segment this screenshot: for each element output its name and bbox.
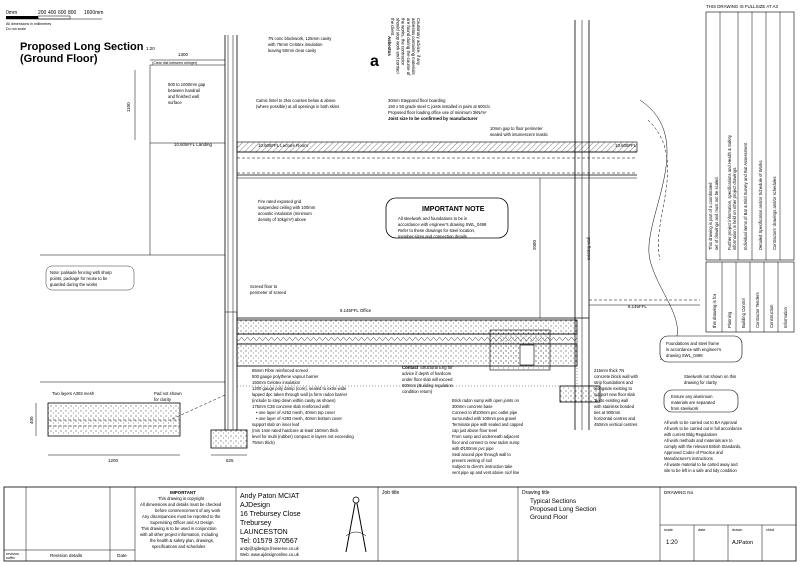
company-tel: Tel: 01579 370567 bbox=[240, 538, 298, 545]
level-right: 10.605FFL bbox=[615, 143, 637, 148]
construction-note bbox=[252, 368, 354, 445]
contact-bold: Contact bbox=[402, 365, 419, 370]
note-handrail-1: between handrail bbox=[168, 88, 200, 93]
foundations-line: drawing SWL_0498 bbox=[666, 353, 703, 358]
aluminium-box bbox=[664, 390, 738, 412]
note-handrail-3: surface bbox=[168, 100, 182, 105]
scale-note: All dimensions in millimetres bbox=[6, 22, 52, 26]
contact-line: 600mm (Building regulation bbox=[402, 383, 453, 388]
level-ground: 8.145FFL Office bbox=[340, 308, 372, 313]
note-fencing-2: guarded during the works bbox=[50, 282, 98, 287]
sump-line: cap just above floor level bbox=[452, 428, 498, 433]
approval-line: All work to be carried out to BA Approval bbox=[664, 420, 738, 425]
engineers-line: strip foundations and bbox=[594, 380, 633, 385]
dim-value: 1300 bbox=[178, 52, 189, 57]
asbestos-bold: Asbestos bbox=[387, 36, 392, 56]
right-legend-panel bbox=[706, 12, 794, 260]
job-title-label: Job title bbox=[382, 490, 400, 496]
sump-line: Subject to client's instruction take bbox=[452, 464, 513, 469]
legend-line: information is held on other project drawings. bbox=[732, 166, 737, 250]
important-line: This drawing is to be used in conjunction bbox=[141, 526, 217, 531]
section-letter: a bbox=[370, 53, 379, 70]
engineers-line: concrete block wall with bbox=[594, 374, 638, 379]
foundations-box bbox=[660, 336, 742, 362]
drawing-title-label: Drawing title bbox=[522, 490, 550, 496]
legend-line: Individual items of Bat & Bird Survey and Bat Assessment bbox=[743, 142, 748, 250]
construction-line: 1200 gauge poly damp (cure), sealed to extra wide bbox=[252, 386, 347, 391]
legend-line: This drawing is part of a coordinated bbox=[708, 182, 713, 250]
engineers-note bbox=[594, 368, 639, 427]
important-line: All dimensions and details must be checked bbox=[140, 502, 222, 507]
dim-value: 1100 bbox=[126, 102, 131, 112]
scale-tick: 200 bbox=[38, 10, 47, 16]
important-line: the health & safety plan, drawings, bbox=[150, 538, 215, 543]
note-lintel-0: Catnic lintel to 2No courses below & above bbox=[256, 98, 336, 103]
rev-header: Revision details bbox=[50, 553, 83, 558]
work-approval-note bbox=[664, 420, 743, 473]
note-pad-0: Pad not shown bbox=[154, 391, 182, 396]
legend-line: Detailed Specification and/or Schedule of Works bbox=[758, 160, 763, 250]
purpose-row: Construction bbox=[769, 304, 774, 328]
foundations-line: in accordance with engineer's bbox=[666, 347, 722, 352]
aluminium-line: Ensure any aluminium bbox=[671, 394, 713, 399]
note-brickwork-0: 7N conc blockwork, 125mm cavity bbox=[268, 36, 332, 41]
note-ceiling-3: density of 10kg/m³) above bbox=[258, 217, 307, 222]
construction-line: 175mm C35 concrete slab reinforced with: bbox=[252, 404, 331, 409]
note-screed-0: Screed floor to bbox=[250, 284, 278, 289]
engineers-line: ties at 900mm bbox=[594, 410, 621, 415]
important-line: specifications and schedules bbox=[152, 544, 206, 549]
important-line: before commencement of any work bbox=[155, 508, 221, 513]
important-line: with all other project information, including bbox=[140, 532, 218, 537]
note-handrail-2: and finished wall bbox=[168, 94, 199, 99]
contact-line: under floor slab will exceed bbox=[402, 377, 453, 382]
date-label: date bbox=[698, 528, 706, 532]
important-note-box bbox=[386, 198, 508, 239]
construction-line: 500 gauge polythene vapour barrier bbox=[252, 374, 319, 379]
note-lintel-1: (where possible) at all openings in both skins bbox=[256, 104, 340, 109]
company-firm: AJDesign bbox=[240, 502, 270, 509]
sump-line: From sump and underneath adjacent bbox=[452, 434, 520, 439]
approval-line: Approved Codes of Practice and bbox=[664, 450, 723, 455]
construction-line: (include to step down within cavity as shown) bbox=[252, 398, 336, 403]
construction-line: lapped dpc taken through wall (a form radon barrier bbox=[252, 392, 348, 397]
note-brickwork-1: with 75mm Celotex insulation bbox=[268, 42, 323, 47]
note-joists-1: 150 x 50 grade steel C joists installed in pairs at 600c/c bbox=[388, 104, 491, 109]
construction-line: 65mm Fibre reinforced screed bbox=[252, 368, 308, 373]
drawing-title-line: Proposed Long Section bbox=[530, 506, 597, 513]
engineers-line: 215mm thick 7N bbox=[594, 368, 625, 373]
drawing-purpose-table bbox=[706, 262, 794, 332]
note-joists-bold: Joist size to be confirmed by manufacturer bbox=[388, 116, 478, 121]
sump-line: Brick radon sump with open joints on bbox=[452, 398, 519, 403]
company-addr: 16 Trebursey Close bbox=[240, 511, 301, 518]
note-brickwork-2: leaving 50mm clear cavity bbox=[268, 48, 317, 53]
sump-line: Seal around pipe through wall to bbox=[452, 452, 511, 457]
contact-note bbox=[402, 365, 454, 394]
important-line: This drawing is copyright bbox=[158, 496, 205, 501]
purpose-row: Contractor Tenders bbox=[755, 292, 760, 328]
rev-header: suffix bbox=[6, 556, 15, 560]
scale-note: Do not scale bbox=[6, 27, 26, 31]
aluminium-line: from steelwork bbox=[671, 406, 699, 411]
aluminium-line: materials are separated bbox=[671, 400, 715, 405]
construction-line: • one layer of A393 mesh, 40mm bottom cover bbox=[256, 416, 342, 421]
sump-line: Terminate pipe with sealed and capped bbox=[452, 422, 524, 427]
heading-scale: 1:20 bbox=[146, 46, 155, 51]
sump-line: with Ø100mm pvc pipe bbox=[452, 446, 494, 451]
drawing-title-line: Ground Floor bbox=[530, 514, 568, 521]
steelwork-line: drawing for clarity bbox=[684, 380, 717, 385]
approval-line: comply with the relevant British Standards, bbox=[664, 444, 742, 449]
important-note-line: All steelwork and foundations to be in bbox=[398, 216, 468, 221]
drawing-heading: Proposed Long Section bbox=[20, 41, 144, 53]
company-town: LAUNCESTON bbox=[240, 529, 288, 536]
scale-label: scale bbox=[664, 528, 673, 532]
sump-line: Connect to Ø100mm pvc outlet pipe bbox=[452, 410, 518, 415]
note-screed-1: perimeter of screed bbox=[250, 290, 287, 295]
engineers-line: alongside existing to bbox=[594, 386, 632, 391]
sump-note bbox=[452, 398, 524, 475]
company-email: andy@ajdesign.freeserve.co.uk bbox=[240, 546, 299, 551]
drawing-subheading: (Ground Floor) bbox=[20, 53, 98, 65]
company-name: Andy Paton MCIAT bbox=[240, 493, 300, 500]
drawn-value: AJPaton bbox=[732, 540, 754, 546]
dim-value: 625 bbox=[226, 458, 234, 463]
engineers-line: with stainless bonded bbox=[594, 404, 635, 409]
level-landing: 10.605FFL Landing bbox=[174, 142, 212, 147]
scale-bar bbox=[6, 10, 103, 31]
note-handrail-0: 900 to 1000mm gap bbox=[168, 82, 206, 87]
company-web: Web: www.ajdesignonline.co.uk bbox=[240, 552, 299, 557]
title-block bbox=[4, 487, 796, 561]
note-fencing-1: points, package for reuse to be bbox=[50, 276, 108, 281]
note-joists-0: 30mm Steppond floor boarding bbox=[388, 98, 446, 103]
scale-tick: 400 bbox=[48, 10, 57, 16]
sump-line: 300mm concrete base bbox=[452, 404, 493, 409]
sump-line: surrounded with 100mm pea gravel bbox=[452, 416, 517, 421]
level-ground-right: 8.145FFL bbox=[628, 304, 647, 309]
engineers-line: Tie to existing wall bbox=[594, 398, 629, 403]
scale-tick: 0mm bbox=[6, 10, 18, 16]
note-pad-1: for clarity bbox=[154, 397, 171, 402]
dim-label: (Clear dist between stringer) bbox=[152, 61, 198, 65]
note-joists-2: Proposed floor loading office use of minimum 3kN/m² bbox=[388, 110, 487, 115]
important-line: Any discrepancies must be reported to the bbox=[142, 514, 221, 519]
purpose-header: this drawing is for bbox=[712, 293, 717, 328]
company-addr: Trebursey bbox=[240, 520, 272, 527]
important-note-line: Refer to these drawings for steel location, bbox=[398, 228, 476, 233]
existing-wall-label: existing wall bbox=[586, 237, 591, 260]
important-line: Supervising Officer and AJ Design bbox=[150, 520, 214, 525]
approval-line: All work methods and materials are to bbox=[664, 438, 733, 443]
scale-tick: 1600mm bbox=[84, 10, 104, 16]
asbestos-text: Cautionary advice, if any asbestos containing materials are found during the course of the works, the contractor should stop work and contact the client. bbox=[390, 18, 422, 76]
rev-header: Date bbox=[117, 553, 127, 558]
note-fencing-0: Note: palisade fencing with sharp bbox=[50, 270, 112, 275]
construction-line: 75mm thick) bbox=[252, 440, 275, 445]
important-note-title: IMPORTANT NOTE bbox=[422, 206, 485, 213]
drawing-no-label: DRAWING No bbox=[664, 490, 694, 495]
dim-value: 400 bbox=[29, 416, 34, 424]
purpose-row: Planning bbox=[727, 311, 732, 328]
note-ceiling-2: acoustic insulation (minimum bbox=[258, 211, 312, 216]
construction-line: support slab on inner leaf bbox=[252, 422, 300, 427]
note-ceiling-0: Fire rated exposed grid bbox=[258, 199, 302, 204]
construction-line: (min 1min rated hardcore at least 150mm thick bbox=[252, 428, 339, 433]
legend-line: Further project information, specifications and Health & Safety bbox=[727, 135, 732, 250]
note-ceiling-1: suspended ceiling with 100mm bbox=[258, 205, 316, 210]
construction-line: 150mm Celotex insulation bbox=[252, 380, 301, 385]
sump-line: vent pipe up and vent above roof line bbox=[452, 470, 520, 475]
drawn-label: drawn bbox=[732, 528, 743, 532]
construction-line: • one layer of A252 mesh, 40mm top cover bbox=[256, 410, 335, 415]
dim-value: 1200 bbox=[108, 458, 119, 463]
fullsize-note: THIS DRAWING IS FULLSIZE AT A3 bbox=[706, 4, 778, 9]
scale-tick: 600 bbox=[58, 10, 67, 16]
engineers-line: support new floor slab bbox=[594, 392, 635, 397]
approval-line: with current Bldg Regulations bbox=[664, 432, 718, 437]
approval-line: site to be left in a safe and tidy condition bbox=[664, 468, 737, 473]
purpose-row: Building Control bbox=[741, 298, 746, 328]
scale-value: 1:20 bbox=[666, 540, 678, 546]
contact-line: condition return) bbox=[402, 389, 433, 394]
approval-line: All waste material to be carted away and bbox=[664, 462, 738, 467]
engineers-line: horizontal centres and bbox=[594, 416, 636, 421]
engineers-line: 450mm vertical centres bbox=[594, 422, 638, 427]
important-title: IMPORTANT bbox=[170, 490, 196, 495]
note-floorgap-0: 10mm gap to floor perimeter bbox=[490, 126, 543, 131]
construction-line: level for multi (rubber) compact in layers not exceeding bbox=[252, 434, 354, 439]
note-floorgap-1: sealed with intumescent mastic bbox=[490, 132, 548, 137]
chkd-label: chkd bbox=[766, 528, 775, 532]
asbestos-text-block bbox=[390, 18, 540, 78]
drawing-title-line: Typical Sections bbox=[530, 498, 577, 505]
sump-line: prevent venting of soil bbox=[452, 458, 492, 463]
dim-value: 2080 bbox=[532, 239, 537, 250]
scale-tick: 800 bbox=[68, 10, 77, 16]
foundations-line: Foundations and steel frame bbox=[666, 341, 720, 346]
sump-line: floor and connect to new radon sump bbox=[452, 440, 520, 445]
approval-line: All work to be carried out in full accordance bbox=[664, 426, 743, 431]
purpose-row: Information bbox=[783, 307, 788, 328]
legend-line: set of drawings and must not be scaled. bbox=[714, 176, 719, 250]
contact-line: advice if depth of hardcore bbox=[402, 371, 452, 376]
important-note-line: accordance with engineer's drawing SWL_0498 bbox=[398, 222, 487, 227]
rev-header: revision bbox=[6, 552, 20, 556]
steelwork-line: Steelwork not shown on this bbox=[684, 374, 737, 379]
level-first: 10.605FFL Lecture Room bbox=[258, 143, 308, 148]
approval-line: Manufacturer's instructions bbox=[664, 456, 713, 461]
legend-line: Contractors' drawings and/or schedules bbox=[772, 176, 777, 250]
note-tie-bars: Two layers A393 mesh bbox=[52, 391, 95, 396]
contact-line: Structural Eng for bbox=[420, 365, 453, 370]
important-note-line: member sizes and connection details bbox=[398, 234, 467, 239]
